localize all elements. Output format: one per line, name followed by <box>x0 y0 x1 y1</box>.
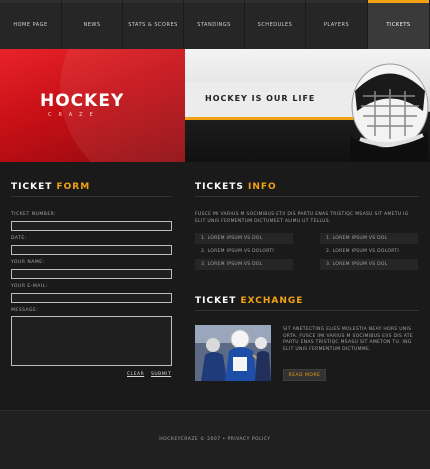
name-input[interactable] <box>11 269 172 279</box>
nav-standings[interactable]: STANDINGS <box>184 0 245 49</box>
logo-panel <box>0 49 185 162</box>
match-item[interactable]: 2. LOREM IPSUM VS DOLORTI <box>201 249 275 254</box>
ticket-exchange-title-main: TICKET <box>195 296 237 306</box>
logo-text[interactable]: HOCKEY <box>40 91 125 111</box>
read-more-button[interactable]: READ MORE <box>283 369 326 381</box>
message-label: MESSAGE: <box>11 308 39 313</box>
hockey-players-photo[interactable] <box>195 325 271 381</box>
nav-schedules[interactable]: SCHEDULES <box>245 0 306 49</box>
tickets-info-title-main: TICKETS <box>195 182 244 192</box>
ticket-exchange-title-accent: EXCHANGE <box>240 296 304 306</box>
nav-stats-scores[interactable]: STATS & SCORES <box>123 0 184 49</box>
submit-button[interactable]: SUBMIT <box>151 372 172 377</box>
ticket-number-label: TICKET NUMBER: <box>11 212 57 217</box>
match-item[interactable]: 3. LOREM IPSUM VS DOL <box>195 259 293 270</box>
nav-news[interactable]: NEWS <box>62 0 123 49</box>
divider <box>195 310 419 311</box>
hero-banner <box>0 49 430 162</box>
ticket-number-input[interactable] <box>11 221 172 231</box>
match-item[interactable]: 1. LOREM IPSUM VS DOL <box>195 233 293 244</box>
ticket-exchange-title <box>195 296 303 306</box>
hockey-players-photo-icon <box>195 325 271 381</box>
date-input[interactable] <box>11 245 172 255</box>
slogan-text: HOCKEY IS OUR LIFE <box>205 94 316 103</box>
footer-text[interactable]: HOCKEYCRAZE © 2007 • PRIVACY POLICY <box>159 437 271 442</box>
ticket-exchange-text: SIT ANETECTING ELIES MOLESTIA NEAY HORE UNIS ORTA. FUSCE IMI VARIUS M SOCIMIBUS EIIS DIS ATE PARTU ENAS TRISTIQC MSASU SIT AMETON TU. ING ELIT UNIS FERMENTUM DICTUMME. <box>283 327 413 352</box>
match-item[interactable]: 3. LOREM IPSUM VS DOL <box>320 259 418 270</box>
ticket-form-title-accent: FORM <box>56 182 91 192</box>
main-nav <box>0 0 430 49</box>
match-item[interactable]: 2. LOREM IPSUM VS DOLORTI <box>326 249 400 254</box>
slogan-panel <box>185 49 430 162</box>
message-textarea[interactable] <box>11 316 172 366</box>
tickets-info-title-accent: INFO <box>247 182 277 192</box>
divider <box>195 196 419 197</box>
match-item[interactable]: 1. LOREM IPSUM VS DOL <box>320 233 418 244</box>
clear-button[interactable]: CLEAR <box>127 372 145 377</box>
email-label: YOUR E-MAIL: <box>11 284 48 289</box>
date-label: DATE: <box>11 236 27 241</box>
email-input[interactable] <box>11 293 172 303</box>
logo-subtext: CRAZE <box>48 112 100 118</box>
name-label: YOUR NAME: <box>11 260 45 265</box>
tickets-info-intro: FUSCE MI VARIUS M SOCIMIBUS ETII DIS PARTU ENAS TRISTIQC MSASU SIT AMETU IG ELIT UNIS FERMENTUM DICTUMEET ALIMU UT TELLUS. <box>195 212 409 224</box>
divider <box>11 196 172 197</box>
goalie-helmet-icon <box>335 51 430 161</box>
nav-home-page[interactable]: HOME PAGE <box>0 0 62 49</box>
ticket-form-title <box>11 182 90 192</box>
ticket-form-title-main: TICKET <box>11 182 53 192</box>
nav-players[interactable]: PLAYERS <box>306 0 368 49</box>
nav-tickets[interactable]: TICKETS <box>368 0 430 49</box>
tickets-info-title <box>195 182 277 192</box>
